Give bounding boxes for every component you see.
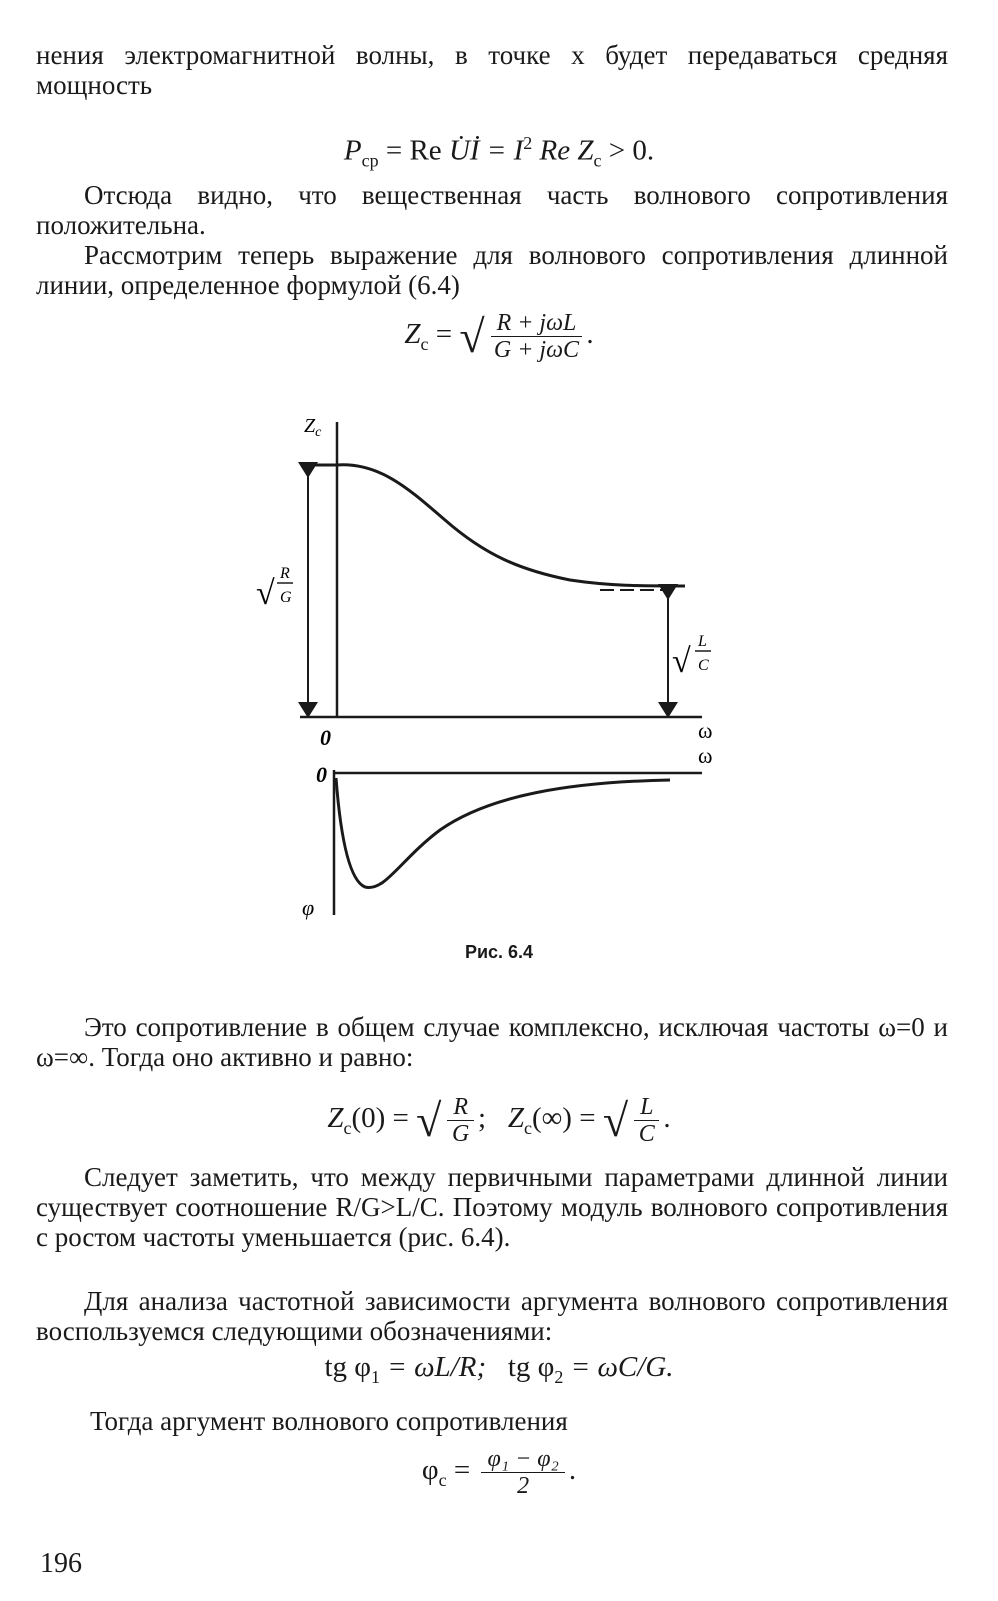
eq1-mid1: = Re [378, 134, 449, 167]
eq5-eq: = [446, 1454, 478, 1487]
equation-power [0, 126, 998, 177]
equation-limits [0, 1094, 998, 1147]
paragraph-4: Это сопротивление в общем случае комплексно, исключая частоты ω=0 и ω=∞. Тогда оно активно и равно: [36, 1012, 948, 1072]
top-origin-label: 0 [320, 725, 331, 750]
eq3-a-arg: (0) = [351, 1102, 417, 1135]
bottom-xlabel: ω [698, 743, 713, 768]
equation-tangents [0, 1350, 998, 1394]
eq3-num2: L [634, 1094, 659, 1121]
eq1-lhs: P [343, 134, 362, 167]
top-ylabel: $Z_c$ [304, 415, 322, 440]
eq4-r2: = ωC/G. [563, 1351, 674, 1383]
eq4-t1: tg φ [324, 1351, 372, 1383]
eq2-tail: . [586, 318, 594, 351]
left-dim-num: R [280, 565, 290, 582]
eq5-fraction [481, 1446, 564, 1499]
eq3-b: Z [507, 1102, 524, 1135]
paragraph-2: Отсюда видно, что вещественная часть волнового сопротивления положительна. [36, 180, 948, 240]
sqrt-symbol: √ [459, 310, 485, 362]
equation-wave-impedance [0, 310, 998, 363]
eq2-lhs-sub: с [420, 333, 429, 354]
eq1-mid2: = I [479, 134, 524, 167]
eq3-a-sub: с [343, 1117, 352, 1138]
bottom-ylabel: φ [302, 895, 315, 920]
eq1-zsub: с [593, 150, 602, 171]
paragraph-7: Тогда аргумент волнового сопротивления [90, 1406, 568, 1436]
figure-caption: Рис. 6.4 [464, 942, 534, 962]
eq2-lhs: Z [404, 318, 421, 351]
eq3-a: Z [327, 1102, 344, 1135]
eq5-lhs-sub: с [438, 1469, 447, 1490]
left-dim-den: G [280, 589, 292, 606]
zc-curve [306, 465, 685, 586]
paragraph-5: Следует заметить, что между первичными параметрами длинной линии существует соотношение R/G>L/C. Поэтому модуль волнового сопротивления с ростом частоты уменьшается (рис. 6.4). [36, 1162, 948, 1252]
right-sqrt-symbol: √ [672, 643, 691, 680]
eq4-r1: = ωL/R; [380, 1351, 487, 1383]
eq4-s1: 1 [371, 1366, 380, 1387]
sqrt-symbol-2: √ [602, 1094, 629, 1146]
eq1-lhs-sub: ср [361, 150, 379, 171]
eq3-sep: ; [478, 1102, 487, 1135]
eq3-num1: R [447, 1094, 474, 1121]
eq5-num: φ₁ − φ₂ [481, 1446, 564, 1473]
equation-argument [0, 1446, 998, 1499]
eq2-fraction [491, 310, 583, 363]
figure-6-4 [256, 410, 740, 930]
eq3-den2: C [638, 1121, 655, 1147]
eq5-den: 2 [517, 1473, 530, 1499]
right-dim-den: C [698, 657, 709, 674]
bottom-origin-label: 0 [316, 762, 327, 787]
top-xlabel: ω [698, 718, 713, 743]
paragraph-6: Для анализа частотной зависимости аргумента волнового сопротивления воспользуемся следующими обозначениями: [36, 1286, 948, 1346]
eq3-tail: . [663, 1102, 671, 1135]
eq4-t2: tg φ [507, 1351, 555, 1383]
eq1-ui: U̇İ [448, 134, 480, 167]
eq3-b-arg: (∞) = [531, 1102, 603, 1135]
paragraph-3: Рассмотрим теперь выражение для волнового сопротивления длинной линии, определенное формулой (6.4) [36, 240, 948, 300]
eq5-tail: . [568, 1454, 577, 1487]
eq2-num: R + jωL [491, 310, 583, 337]
eq3-den1: G [452, 1121, 470, 1147]
eq2-eq: = [428, 318, 460, 351]
page-number: 196 [40, 1548, 82, 1579]
eq1-mid3: Re Z [532, 134, 594, 167]
eq5-lhs: φ [421, 1454, 439, 1487]
eq2-den: G + jωC [493, 337, 580, 363]
left-sqrt-symbol: √ [256, 575, 275, 612]
sqrt-symbol-1: √ [416, 1094, 442, 1146]
eq3-frac1 [447, 1094, 474, 1147]
right-dim-num: L [698, 633, 707, 650]
paragraph-1: нения электромагнитной волны, в точке x будет передаваться средняя мощность [36, 40, 948, 100]
eq3-b-sub: с [523, 1117, 532, 1138]
eq4-s2: 2 [554, 1366, 564, 1387]
eq3-frac2 [634, 1094, 659, 1147]
phi-curve [336, 778, 670, 888]
eq1-tail: > 0. [601, 134, 655, 167]
eq1-sq: 2 [523, 133, 533, 153]
